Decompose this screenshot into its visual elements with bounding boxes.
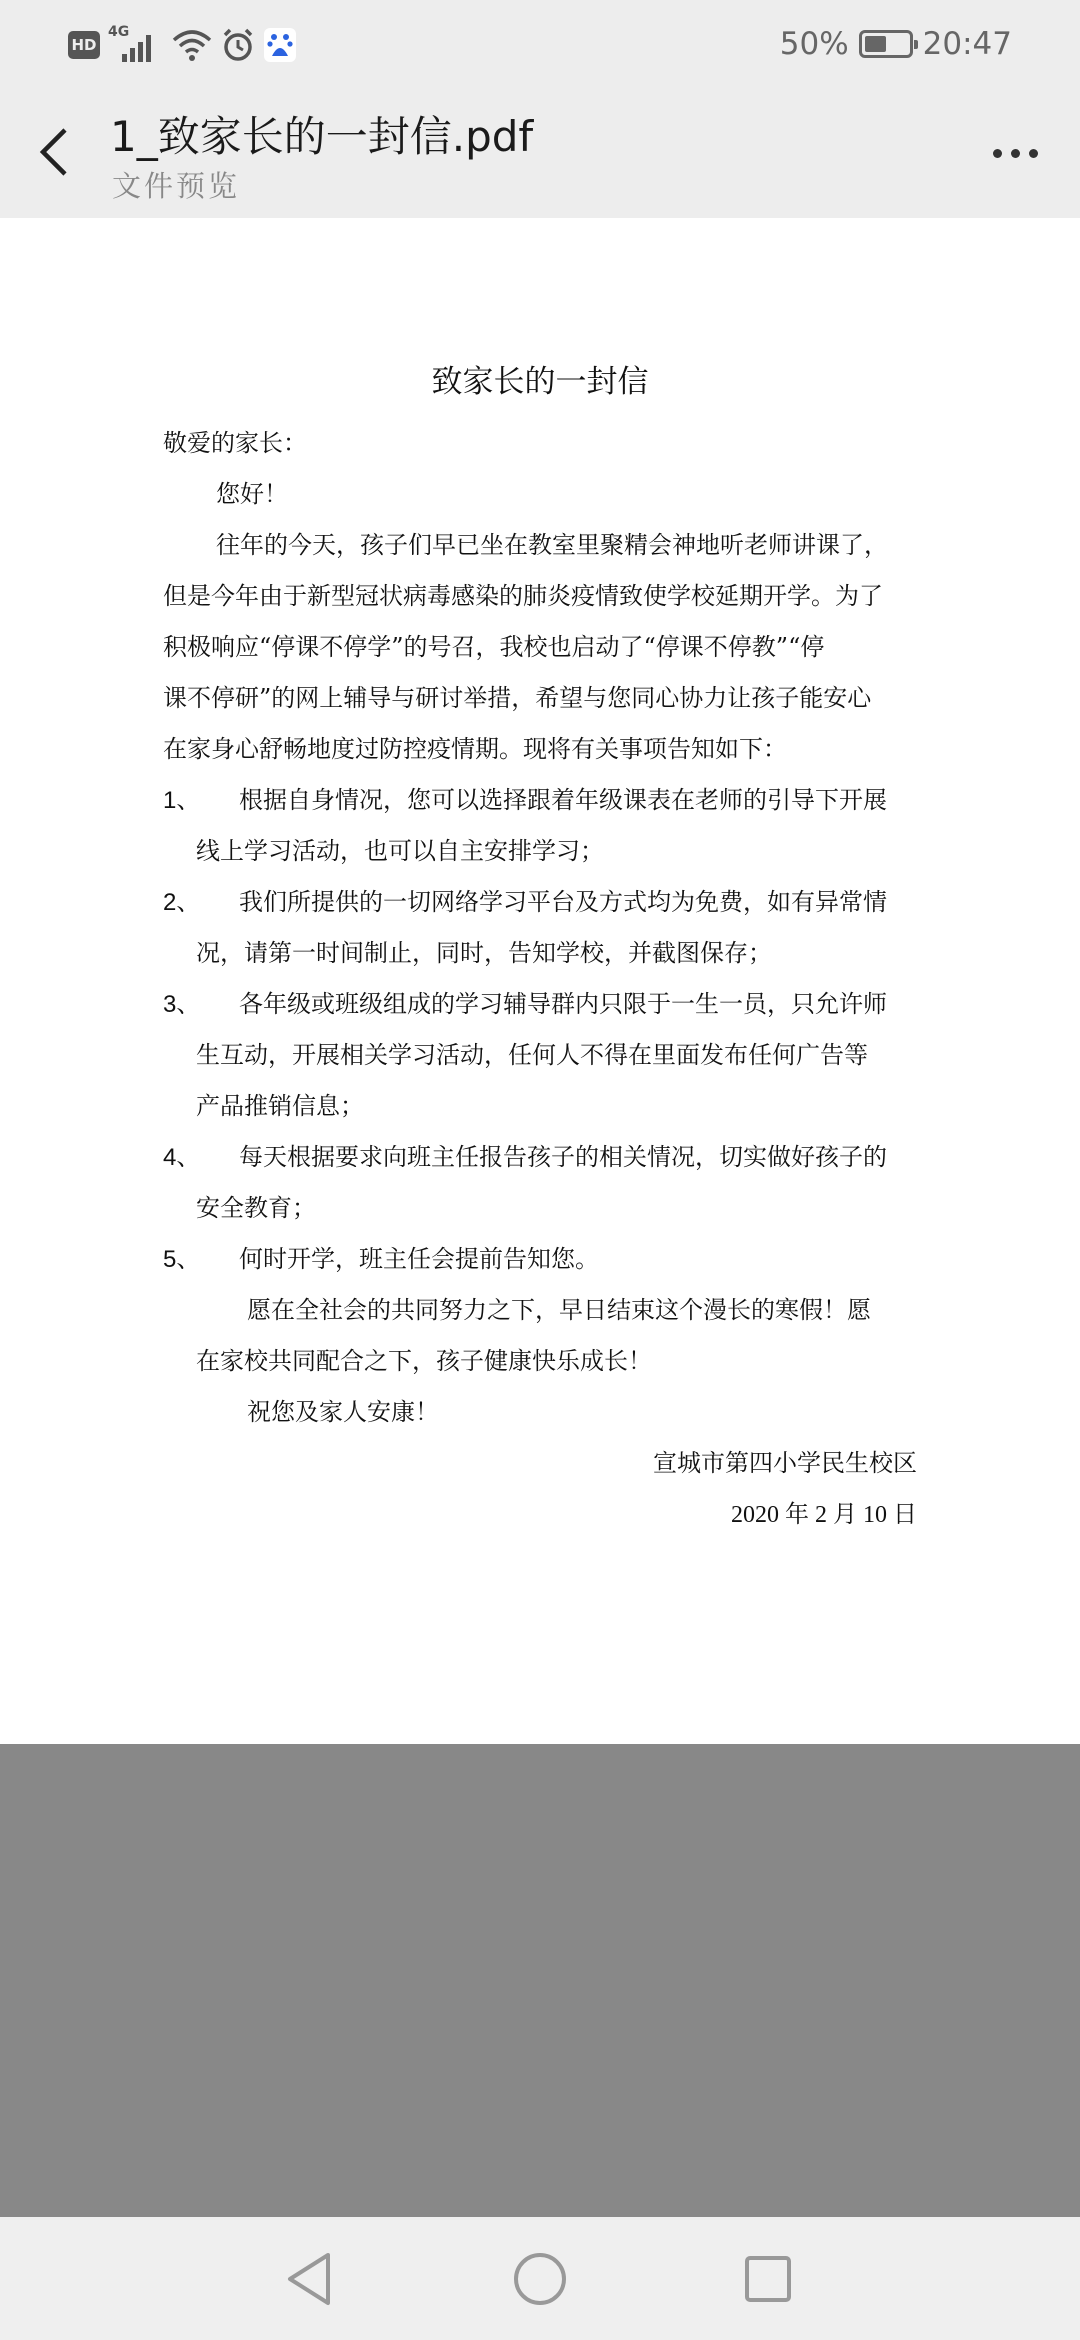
- recents-square-icon: [743, 2254, 793, 2304]
- list-item-number: 5、: [163, 1246, 201, 1273]
- app-bar: [0, 88, 1080, 218]
- letter-paragraph-line: 积极响应“停课不停学”的号召，我校也启动了“停课不停教”“停: [163, 633, 825, 661]
- list-item-line: 产品推销信息；: [196, 1092, 364, 1120]
- letter-closing-line: 愿在全社会的共同努力之下，早日结束这个漫长的寒假！愿: [247, 1296, 871, 1324]
- nav-back-button[interactable]: [271, 2241, 347, 2317]
- list-item-line: 各年级或班级组成的学习辅导群内只限于一生一员，只允许师: [239, 990, 887, 1018]
- chevron-left-icon: [39, 127, 69, 177]
- back-button[interactable]: [26, 116, 82, 188]
- letter-signature: 宣城市第四小学民生校区: [653, 1449, 917, 1477]
- more-dots-icon: [993, 149, 1002, 158]
- baidu-icon: [264, 28, 296, 62]
- hd-icon: HD: [68, 31, 100, 59]
- pdf-page[interactable]: [0, 218, 1080, 1744]
- viewer-background: [0, 1744, 1080, 2217]
- list-item-line: 我们所提供的一切网络学习平台及方式均为免费，如有异常情: [239, 888, 887, 916]
- list-item-number: 3、: [163, 991, 201, 1018]
- list-item-line: 况，请第一时间制止，同时，告知学校，并截图保存；: [196, 939, 772, 967]
- list-item-number: 4、: [163, 1144, 201, 1171]
- clock: 20:47: [922, 26, 1012, 62]
- more-options-button[interactable]: [980, 128, 1050, 178]
- wifi-icon: [172, 28, 212, 62]
- list-item-number: 2、: [163, 889, 201, 916]
- list-item-line: 根据自身情况，您可以选择跟着年级课表在老师的引导下开展: [239, 786, 887, 814]
- battery-icon: [859, 30, 913, 58]
- file-subtitle: 文件预览: [112, 169, 241, 203]
- battery-percent: 50%: [779, 26, 849, 62]
- file-title: 1_致家长的一封信.pdf: [110, 112, 534, 161]
- list-item-line: 线上学习活动，也可以自主安排学习；: [196, 837, 604, 865]
- letter-paragraph-line: 课不停研”的网上辅导与研讨举措，希望与您同心协力让孩子能安心: [163, 684, 872, 712]
- letter-closing-line: 在家校共同配合之下，孩子健康快乐成长！: [196, 1347, 652, 1375]
- back-triangle-icon: [284, 2251, 334, 2307]
- list-item-line: 何时开学，班主任会提前告知您。: [239, 1245, 599, 1273]
- status-icons-right: [780, 22, 1012, 66]
- status-bar: [0, 0, 1080, 88]
- letter-paragraph-line: 在家身心舒畅地度过防控疫情期。现将有关事项告知如下：: [163, 735, 787, 763]
- nav-home-button[interactable]: [502, 2241, 578, 2317]
- letter-paragraph-line: 往年的今天，孩子们早已坐在教室里聚精会神地听老师讲课了，: [216, 531, 888, 559]
- list-item-number: 1、: [163, 787, 201, 814]
- letter-wish: 祝您及家人安康！: [247, 1398, 439, 1426]
- list-item-line: 每天根据要求向班主任报告孩子的相关情况，切实做好孩子的: [239, 1143, 887, 1171]
- list-item-line: 安全教育；: [196, 1194, 316, 1222]
- signal-icon: [108, 24, 164, 66]
- letter-title: 致家长的一封信: [431, 364, 649, 400]
- network-type-label: 4G: [108, 24, 130, 40]
- letter-salutation: 敬爱的家长：: [163, 429, 307, 457]
- letter-date: 2020 年 2 月 10 日: [731, 1502, 917, 1528]
- system-nav-bar: [0, 2217, 1080, 2340]
- status-icons-left: [68, 24, 296, 66]
- alarm-icon: [220, 27, 256, 63]
- letter-paragraph-line: 但是今年由于新型冠状病毒感染的肺炎疫情致使学校延期开学。为了: [163, 582, 883, 610]
- nav-recents-button[interactable]: [730, 2241, 806, 2317]
- home-circle-icon: [512, 2251, 568, 2307]
- list-item-line: 生互动，开展相关学习活动，任何人不得在里面发布任何广告等: [196, 1041, 868, 1069]
- letter-greeting: 您好！: [216, 480, 288, 508]
